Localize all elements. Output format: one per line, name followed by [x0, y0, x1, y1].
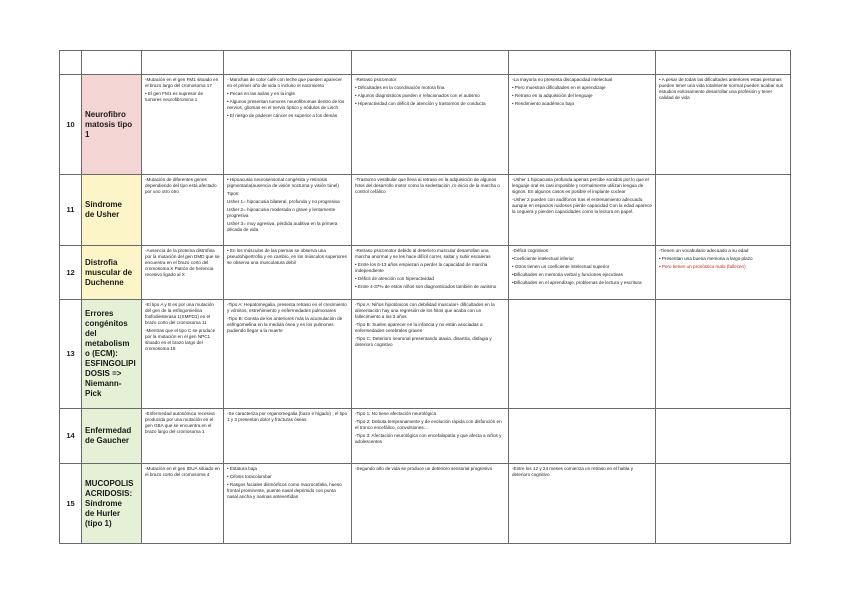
cell-paragraph: -Usher 1 hipoacusia profunda apenas percibe sonidos por lo que el lenguaje oral es casi imposible y normalmente utilizan lengua de signos. En algunos casos es posible el implante coclear	[512, 177, 649, 194]
cell-c4	[509, 246, 656, 300]
disorder-name-line: congénitos	[85, 319, 128, 328]
disorder-name-line: de Usher	[85, 210, 120, 219]
cell-paragraph: -Tipo A: Hepatomegalia, presenta retraso en el crecimiento y vómitos, estreñimiento y enfermedades pulmonares	[227, 302, 347, 313]
cell-paragraph: • Otros tienen un coeficiente intelectual superior	[512, 263, 610, 269]
disorder-name-line: de Gaucher	[85, 436, 130, 445]
header-cell	[656, 51, 791, 75]
disorder-name	[82, 246, 142, 300]
cell-paragraph: • A pesar de todas las dificultades anteriores estas personas pueden tener una vida totalmente normal pueden acabar sus estudios exitosamente desarrollar una profesión y tener calidad de vida	[659, 77, 784, 100]
cell-c3	[352, 246, 509, 300]
cell-paragraph: Tipos:	[227, 190, 240, 196]
disorder-name-line: Pick	[85, 389, 102, 398]
header-cell	[509, 51, 656, 75]
cell-paragraph: -El tipo A y B es por una mutación del gen de la esfingomielina fosfodiesterasa 1(SMPD1) en el brazo corto del cromosoma 11	[145, 302, 214, 325]
disorder-name-line: ESFINGOLIPI	[85, 359, 136, 368]
cell-paragraph: • El riesgo de padecer cáncer es superior a los demás	[227, 112, 338, 118]
table-row	[60, 175, 791, 246]
row-number: 13	[60, 300, 82, 409]
cell-paragraph: • Hipoacusia neurosensorial congénita y retinosis pigmentaria(ausencia de visión nocturna y visión túnel)	[227, 177, 339, 188]
cell-c2	[224, 464, 352, 544]
cell-paragraph: -Tipo B: Suelen aparecer en la infancia y no están asociadas a enfermedades cerebrales graves	[355, 321, 483, 333]
cell-paragraph: -Mientras que el tipo C se produce por la mutación en el gen NPC1 situado en el brazo largo del cromosoma 18	[145, 327, 216, 351]
cell-paragraph: •Dificultades en memoria verbal y funciones ejecutivas	[512, 271, 623, 277]
disorder-name-line: (tipo 1)	[85, 518, 112, 528]
disorder-name-line: Duchenne	[85, 277, 124, 287]
cell-paragraph: • Dificultades en la coordinación motora fina	[355, 84, 445, 90]
table-row	[60, 464, 791, 544]
cell-paragraph: •Dificultades en el aprendizaje, problemas de lectura y escritura	[512, 279, 642, 285]
cell-c1	[142, 75, 224, 175]
disorder-name-line: matosis tipo	[85, 119, 133, 129]
disorder-name-line: Síndrome	[85, 498, 122, 508]
cell-paragraph: -Déficit cognitivos	[512, 248, 548, 253]
disorder-name-line: o (ECM):	[85, 349, 118, 358]
cell-paragraph: • Cifosis toracolumbar	[227, 473, 272, 479]
cell-c3	[352, 464, 509, 544]
cell-paragraph: • Pecas en las axilas y en la ingle	[227, 90, 296, 96]
header-cell	[60, 51, 82, 75]
disorder-name-line: Neurofibro	[85, 109, 126, 119]
cell-c2	[224, 409, 352, 464]
cell-paragraph: -Tipo 2: Debuta tempranamente y de evolución rápida con disfunción en el tronco encefálico, convulsiones…	[355, 418, 502, 430]
cell-paragraph: -Retraso psicomotor	[355, 77, 397, 82]
cell-paragraph: • Retraso en la adquisición del lenguaje	[512, 92, 593, 98]
cell-paragraph: • Pero muestran dificultades en el aprendizaje	[512, 84, 606, 90]
cell-paragraph: • En los músculos de las piernas se observa una pseudohipertrofia y en cambio, en los músculos superiores se observa una musculatura débil	[227, 248, 347, 265]
cell-c4	[509, 409, 656, 464]
header-cell	[142, 51, 224, 75]
cell-paragraph: • Hiperactividad con déficit de atención y trastornos de conducta	[355, 100, 486, 106]
disorders-table	[59, 50, 791, 544]
cell-paragraph: -Trastorno vestibular que lleva al retraso en la adquisición de algunos hitos del desarrollo motor como la sedestación ,ro inicio de la marcha o control cefálico	[355, 177, 500, 194]
cell-c4	[509, 75, 656, 175]
cell-c2	[224, 246, 352, 300]
cell-paragraph: • Déficit de atención con hiperactividad	[355, 275, 434, 281]
disorder-name-line: Enfermedad	[85, 426, 132, 435]
disorder-name	[82, 464, 142, 544]
cell-paragraph: • Presentan una buena memoria a largo plazo	[659, 255, 753, 261]
cell-paragraph: -Tipo 3: Afectación neurológica con encefalopatía y que afecta a niños y adolescentes	[355, 432, 502, 444]
cell-paragraph: -La mayoría no presenta discapacidad intelectual	[512, 77, 613, 82]
row-number: 12	[60, 246, 82, 300]
disorder-name	[82, 409, 142, 464]
disorder-name-line: muscular de	[85, 267, 133, 277]
cell-paragraph: -Entre los 12 y 24 meses comienza un retraso en el habla y deterioro cognitivo	[512, 466, 634, 477]
cell-paragraph: -Tipo B: Consta de los anteriores más la acumulación de esfingomielina en la medula ósea y en los pulmones pudiendo llegar a la muerte	[227, 315, 343, 333]
cell-c3	[352, 300, 509, 409]
disorder-name	[82, 175, 142, 246]
cell-c2	[224, 300, 352, 409]
disorder-name-line: Niemann-	[85, 379, 122, 388]
cell-c1	[142, 409, 224, 464]
cell-paragraph: -Tienen un vocabulario adecuado a su edad	[659, 248, 749, 253]
cell-paragraph: •Coeficiente intelectual inferior	[512, 255, 574, 261]
cell-c4	[509, 175, 656, 246]
cell-c2	[224, 75, 352, 175]
header-cell	[224, 51, 352, 75]
cell-c3	[352, 175, 509, 246]
cell-c5	[656, 246, 791, 300]
disorder-name-line: metabolism	[85, 339, 130, 348]
cell-paragraph: • Algunos presentan tumores neurofibromas dentro de los nervios, gliomas en el nervio óptico y nódulos de Lisch	[227, 98, 345, 110]
cell-paragraph: -Retraso psicomotor debido al deterioro muscular desarrollan una marcha anormal y se les hace difícil correr, saltar y subir escaleras	[355, 248, 491, 259]
cell-c5	[656, 175, 791, 246]
disorder-name	[82, 75, 142, 175]
disorder-name	[82, 300, 142, 409]
cell-paragraph: - Manchas de color café con leche que pueden aparecer en el primer año de vida o incluso el nacimiento	[227, 77, 342, 88]
cell-c3	[352, 409, 509, 464]
cell-c1	[142, 175, 224, 246]
cell-paragraph: • Estatura baja	[227, 466, 257, 471]
cell-paragraph: -Usher 2 pueden con audífonos tras el entrenamiento adecuado, aunque en espacios ruidosos pierde capacidad Con la edad aparece la ceguera y pierden capacidades como la lectura en papel.	[512, 196, 652, 214]
cell-c2	[224, 175, 352, 246]
cell-paragraph: -Tipo 1: No tiene afectación neurológica	[355, 411, 437, 416]
cell-paragraph: Usher 1= hipoacusia bilateral, profunda y no progresiva	[227, 198, 340, 204]
row-number: 14	[60, 409, 82, 464]
header-row	[60, 51, 791, 75]
cell-c5	[656, 409, 791, 464]
table-row	[60, 409, 791, 464]
disorder-name-line: Errores	[85, 309, 114, 318]
cell-c4	[509, 464, 656, 544]
cell-paragraph: • Rendimiento académico bajo	[512, 100, 575, 106]
disorder-name-line: de Hurler	[85, 508, 121, 518]
cell-paragraph: • Algunos diagnósticos pueden ir relacionados con el autismo	[355, 92, 480, 98]
cell-paragraph: • Entre los 6-13 años empiezan a perder la capacidad de marcha independiente	[355, 261, 488, 273]
cell-c1	[142, 300, 224, 409]
cell-paragraph: -Tipo A: Niños hipotónicos con debilidad muscular+ dificultades en la alimentación hay una regresión de los hitos que acaba con un fallecimiento a los 3 años	[355, 302, 495, 319]
cell-paragraph: -Tipo C: Deterioro neuronal presentando ataxia, disartria, disfagia y deterioro cognitivo	[355, 335, 492, 347]
header-cell	[352, 51, 509, 75]
cell-paragraph: -Enfermedad autosómica recesiva producida por una mutación en el gen GBA que se encuentra en el brazo largo del cromosoma 1	[145, 411, 215, 434]
cell-paragraph: -Se caracteriza por organomegalia (bazo e hígado) , el tipo 1 y 3 presentan dolor y fracturas óseas	[227, 411, 348, 422]
disorder-name-line: ACRIDOSIS:	[85, 488, 133, 498]
disorder-name-line: Distrofia	[85, 257, 118, 267]
cell-paragraph: • El gen FM1 es supresor de tumores neurofibromina 1	[145, 90, 204, 102]
cell-paragraph: -Mutación en el gen IDUA situado en el brazo corto del cromosoma 4	[145, 466, 220, 477]
cell-c5	[656, 300, 791, 409]
disorder-name-line: del	[85, 329, 97, 338]
disorder-name-line: 1	[85, 129, 90, 139]
cell-paragraph: -Mutación en el gen FM1 situado en el brazo largo del cromosoma 17	[145, 77, 219, 88]
cell-c5	[656, 464, 791, 544]
table-row	[60, 75, 791, 175]
row-number: 11	[60, 175, 82, 246]
cell-c4	[509, 300, 656, 409]
table-row	[60, 246, 791, 300]
row-number: 10	[60, 75, 82, 175]
prognosis-note: • Pero tienen un pronóstico malo (fallecen)	[659, 263, 746, 269]
cell-paragraph: • Entre 4-37% de estos niños son diagnosticados también de autismo	[355, 283, 497, 289]
cell-c1	[142, 464, 224, 544]
cell-paragraph: -Segundo año de vida se produce un deterioro sensorial progresivo	[355, 466, 493, 471]
disorder-name-line: DOSIS =>	[85, 369, 122, 378]
cell-paragraph: Usher 3= muy agresiva, pérdida auditiva en la primera década de vida	[227, 220, 338, 232]
row-number: 15	[60, 464, 82, 544]
header-cell	[82, 51, 142, 75]
cell-c3	[352, 75, 509, 175]
disorder-name-line: Síndrome	[85, 200, 122, 209]
table-row	[60, 300, 791, 409]
cell-paragraph: • Rasgos faciales dismórficos como macrocefalia, hueso frontal prominente, puente nasal deprimido con punta nasal ancha y narinas antevertidas	[227, 481, 342, 499]
cell-paragraph: -Mutación de diferentes genes dependiendo del tipo está afectado por uno otro otro	[145, 177, 217, 194]
disorder-name-line: MUCOPOLIS	[85, 478, 134, 488]
cell-c1	[142, 246, 224, 300]
cell-c5	[656, 75, 791, 175]
cell-paragraph: -Ausencia de la proteína distrofina por la mutación del gen DMD que se encuentra en el brazo corto del cromosoma X Patrón de herencia recesivo ligado al X	[145, 248, 220, 277]
cell-paragraph: Usher 2= hipoacusia moderada o grave y lentamente progresiva	[227, 206, 336, 218]
